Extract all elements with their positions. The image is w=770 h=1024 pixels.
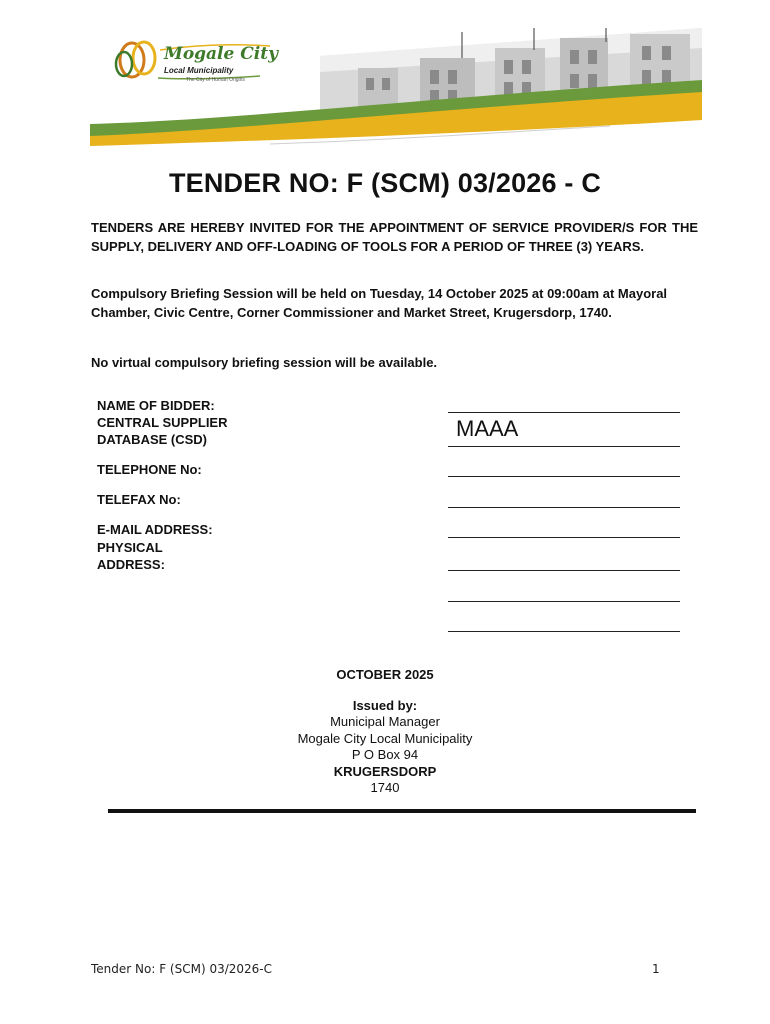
csd-label-line1: CENTRAL SUPPLIER — [97, 415, 228, 430]
issuer-title: Municipal Manager — [330, 714, 440, 729]
logo-tagline: The City of Human Origins — [186, 77, 245, 83]
issuer-organisation: Mogale City Local Municipality — [297, 731, 473, 746]
briefing-paragraph: Compulsory Briefing Session will be held on Tuesday, 14 October 2025 at 09:00am at Mayoral Chamber, Civic Centre, Corner Commissioner and Market Street, Krugersdorp, 1740. — [91, 286, 668, 320]
section-divider — [108, 809, 696, 813]
physical-address-line-3[interactable] — [448, 631, 680, 632]
issued-by-label: Issued by: — [352, 698, 418, 713]
physical-label-line2: ADDRESS: — [97, 557, 165, 572]
name-of-bidder-label: NAME OF BIDDER: — [97, 398, 215, 413]
footer-reference: Tender No: F (SCM) 03/2026-C — [91, 962, 273, 976]
email-line[interactable] — [448, 537, 680, 538]
invitation-paragraph: TENDERS ARE HEREBY INVITED FOR THE APPOINTMENT OF SERVICE PROVIDER/S FOR THE SUPPLY, DELIVERY AND OFF-LOADING OF TOOLS FOR A PERIOD OF THREE (3) YEARS. — [91, 220, 698, 254]
physical-label-line1: PHYSICAL — [97, 540, 163, 555]
telefax-label: TELEFAX No: — [97, 492, 181, 507]
email-label: E-MAIL ADDRESS: — [97, 522, 213, 537]
tender-title: TENDER NO: F (SCM) 03/2026 - C — [168, 168, 602, 198]
page-number: 1 — [652, 962, 660, 976]
city: KRUGERSDORP — [333, 764, 437, 779]
logo-name: Mogale City — [164, 44, 278, 64]
issue-date: OCTOBER 2025 — [336, 667, 434, 682]
po-box: P O Box 94 — [351, 747, 419, 762]
csd-line[interactable] — [448, 446, 680, 447]
postal-code: 1740 — [370, 780, 400, 795]
physical-address-line-1[interactable] — [448, 570, 680, 571]
virtual-note: No virtual compulsory briefing session will be available. — [91, 355, 438, 370]
header-banner — [90, 28, 702, 156]
csd-value[interactable]: MAAA — [456, 416, 519, 441]
name-of-bidder-line[interactable] — [448, 412, 680, 413]
telefax-line[interactable] — [448, 507, 680, 508]
csd-label-line2: DATABASE (CSD) — [97, 432, 208, 447]
logo-subtitle: Local Municipality — [164, 66, 234, 75]
telephone-label: TELEPHONE No: — [97, 462, 202, 477]
telephone-line[interactable] — [448, 476, 680, 477]
physical-address-line-2[interactable] — [448, 601, 680, 602]
